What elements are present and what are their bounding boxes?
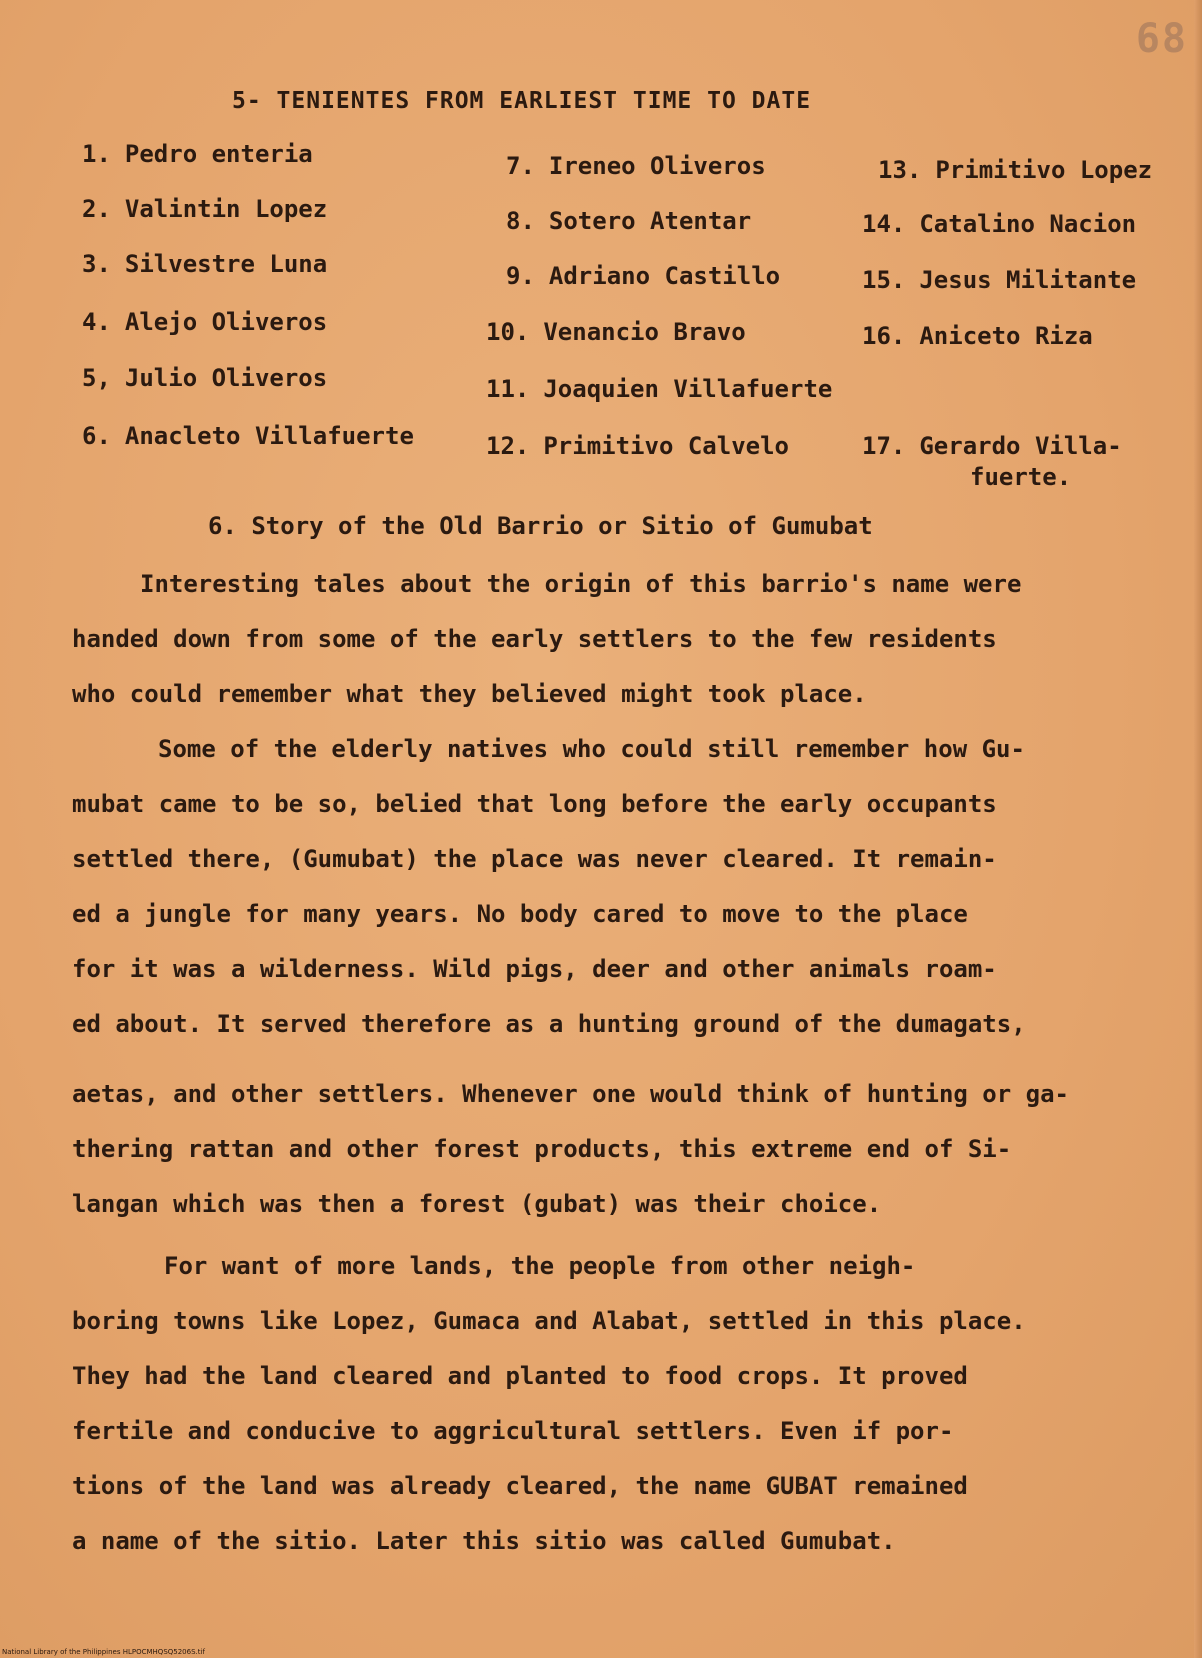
paragraph-line: boring towns like Lopez, Gumaca and Alabat, settled in this place.: [72, 1307, 1026, 1335]
teniente-item: 2. Valintin Lopez: [82, 195, 328, 223]
paragraph-line: For want of more lands, the people from other neigh-: [164, 1252, 916, 1280]
teniente-item: 16. Aniceto Riza: [862, 322, 1093, 350]
paragraph-line: thering rattan and other forest products, this extreme end of Si-: [72, 1135, 1012, 1163]
paragraph-line: who could remember what they believed might took place.: [72, 680, 867, 708]
teniente-item: 13. Primitivo Lopez: [878, 156, 1153, 184]
paragraph-line: aetas, and other settlers. Whenever one would think of hunting or ga-: [72, 1080, 1069, 1108]
teniente-item: 9. Adriano Castillo: [506, 262, 781, 290]
page-edge: [1194, 0, 1202, 1658]
paragraph-line: Some of the elderly natives who could still remember how Gu-: [158, 735, 1025, 763]
section-title-story: 6. Story of the Old Barrio or Sitio of Gumubat: [208, 512, 873, 540]
paragraph-line: langan which was then a forest (gubat) was their choice.: [72, 1190, 882, 1218]
teniente-item-continuation: fuerte.: [970, 463, 1072, 491]
teniente-item: 5, Julio Oliveros: [82, 364, 328, 392]
paragraph-line: a name of the sitio. Later this sitio was called Gumubat.: [72, 1527, 896, 1555]
paragraph-line: for it was a wilderness. Wild pigs, deer and other animals roam-: [72, 955, 997, 983]
page-number: 68: [1135, 16, 1188, 62]
paragraph-line: handed down from some of the early settlers to the few residents: [72, 625, 997, 653]
teniente-item: 3. Silvestre Luna: [82, 250, 328, 278]
section-heading-tenientes: 5- TENIENTES FROM EARLIEST TIME TO DATE: [232, 88, 812, 114]
teniente-item: 6. Anacleto Villafuerte: [82, 422, 414, 450]
paragraph-line: Interesting tales about the origin of this barrio's name were: [140, 570, 1022, 598]
teniente-item: 4. Alejo Oliveros: [82, 308, 328, 336]
teniente-item: 12. Primitivo Calvelo: [486, 432, 789, 460]
paragraph-line: They had the land cleared and planted to food crops. It proved: [72, 1362, 968, 1390]
paragraph-line: tions of the land was already cleared, the name GUBAT remained: [72, 1472, 968, 1500]
paragraph-line: fertile and conducive to aggricultural settlers. Even if por-: [72, 1417, 954, 1445]
paragraph-line: ed about. It served therefore as a hunting ground of the dumagats,: [72, 1010, 1026, 1038]
teniente-item: 8. Sotero Atentar: [506, 207, 752, 235]
teniente-item: 7. Ireneo Oliveros: [506, 152, 766, 180]
archive-footer: National Library of the Philippines HLPOCMHQSQ5206S.tif: [2, 1648, 205, 1656]
teniente-item: 11. Joaquien Villafuerte: [486, 375, 833, 403]
teniente-item: 17. Gerardo Villa-: [862, 432, 1122, 460]
teniente-item: 15. Jesus Militante: [862, 266, 1137, 294]
paragraph-line: settled there, (Gumubat) the place was never cleared. It remain-: [72, 845, 997, 873]
paragraph-line: mubat came to be so, belied that long before the early occupants: [72, 790, 997, 818]
teniente-item: 10. Venancio Bravo: [486, 318, 746, 346]
teniente-item: 1. Pedro enteria: [82, 140, 313, 168]
teniente-item: 14. Catalino Nacion: [862, 210, 1137, 238]
paragraph-line: ed a jungle for many years. No body cared to move to the place: [72, 900, 968, 928]
